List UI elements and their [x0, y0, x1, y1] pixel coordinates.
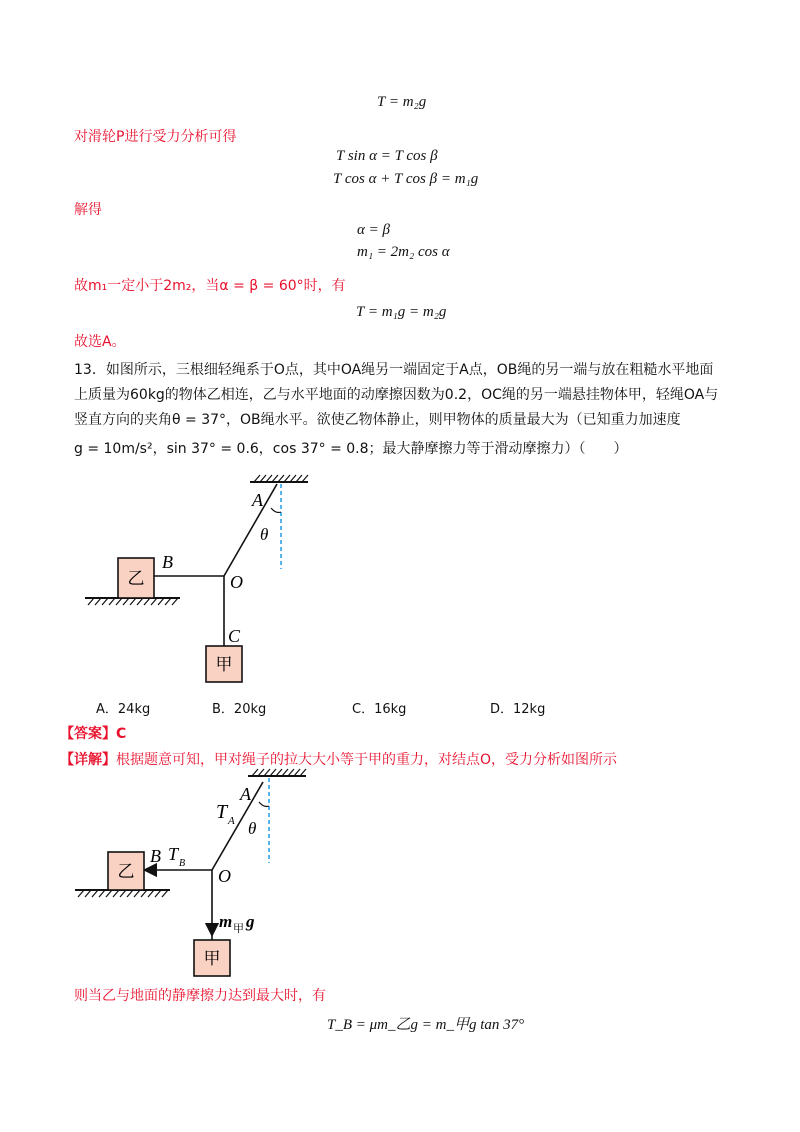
option-a[interactable] — [96, 698, 150, 717]
label-a: A — [252, 490, 263, 510]
label-c: C — [228, 626, 241, 646]
solve-label: 解得 — [74, 202, 102, 218]
option-b-key: B． — [212, 702, 234, 717]
detail-tag: 【详解】 — [60, 752, 116, 768]
label-ta: T — [216, 801, 228, 823]
box-yi-label: 乙 — [117, 862, 135, 882]
ceiling-support — [250, 475, 308, 482]
box-jia-label: 甲 — [215, 655, 233, 675]
label-mg-g: g — [246, 912, 255, 931]
question-line-3: 竖直方向的夹角θ = 37°，OB绳水平。欲使乙物体静止，则甲物体的质量最大为（已知重力加速度 — [74, 412, 681, 428]
detail-text: 根据题意可知，甲对绳子的拉大大小等于甲的重力，对结点O，受力分析如图所示 — [116, 752, 618, 768]
option-b[interactable] — [212, 698, 266, 717]
label-tb-sub: B — [179, 858, 186, 869]
question-line-4: g = 10m/s²，sin 37° = 0.6，cos 37° = 0.8；最大静摩擦力等于滑动摩擦力）（ ） — [74, 441, 628, 457]
answer-line — [60, 723, 126, 743]
option-b-value: 20kg — [233, 702, 267, 717]
conclusion-text: 故m₁一定小于2m₂，当α = β = 60°时，有 — [74, 278, 346, 294]
answer-tag: 【答案】 — [60, 726, 116, 742]
choice-text: 故选A。 — [74, 334, 126, 350]
rope-oa — [224, 484, 277, 576]
box-yi-label: 乙 — [127, 569, 145, 589]
label-o: O — [230, 572, 243, 592]
option-a-key: A． — [96, 702, 118, 717]
equation-pulley-2: T cos α + T cos β = m₁g — [333, 171, 479, 187]
equation-pulley-1: T sin α = T cos β — [336, 148, 438, 164]
option-c-key: C． — [352, 702, 375, 717]
option-d-value: 12kg — [513, 702, 546, 717]
label-mg-sub: 甲 — [233, 922, 244, 935]
answer-value: C — [116, 726, 127, 742]
label-mg-m: m — [219, 912, 233, 931]
ground — [75, 890, 170, 897]
equation-solve-1: α = β — [357, 222, 390, 238]
force-diagram — [70, 768, 310, 980]
equation-tension: T = m₂g — [377, 94, 427, 110]
label-b: B — [162, 552, 173, 572]
question-line-1: 13．如图所示，三根细轻绳系于O点，其中OA绳另一端固定于A点，OB绳的另一端与放在粗糙水平地面 — [74, 362, 714, 378]
angle-arc — [271, 508, 281, 513]
label-theta: θ — [260, 525, 269, 544]
question-line-2: 上质量为60kg的物体乙相连，乙与水平地面的动摩擦因数为0.2，OC绳的另一端悬挂物体甲，轻绳OA与 — [74, 387, 719, 403]
option-c-value: 16kg — [374, 702, 407, 717]
equation-final: T_B = μm_乙g = m_甲g tan 37° — [327, 1017, 525, 1033]
label-o: O — [218, 866, 231, 886]
option-d-key: D． — [490, 702, 514, 717]
box-jia-label: 甲 — [203, 949, 221, 969]
detail-line — [60, 749, 617, 769]
pulley-analysis-label: 对滑轮P进行受力分析可得 — [74, 129, 237, 145]
ceiling-support — [248, 769, 306, 776]
option-a-value: 24kg — [117, 702, 151, 717]
label-b: B — [150, 846, 161, 866]
label-theta: θ — [248, 819, 257, 838]
label-ta-sub: A — [228, 815, 235, 827]
rope-diagram — [80, 474, 320, 686]
label-tb: T — [168, 844, 179, 864]
option-c[interactable] — [352, 698, 406, 717]
equation-conclusion: T = m₁g = m₂g — [356, 304, 447, 320]
option-d[interactable] — [490, 698, 545, 717]
final-label: 则当乙与地面的静摩擦力达到最大时，有 — [74, 988, 326, 1004]
ground — [85, 598, 180, 605]
equation-solve-2: m₁ = 2m₂ cos α — [357, 244, 450, 260]
label-a: A — [240, 784, 251, 804]
angle-arc — [259, 802, 269, 807]
